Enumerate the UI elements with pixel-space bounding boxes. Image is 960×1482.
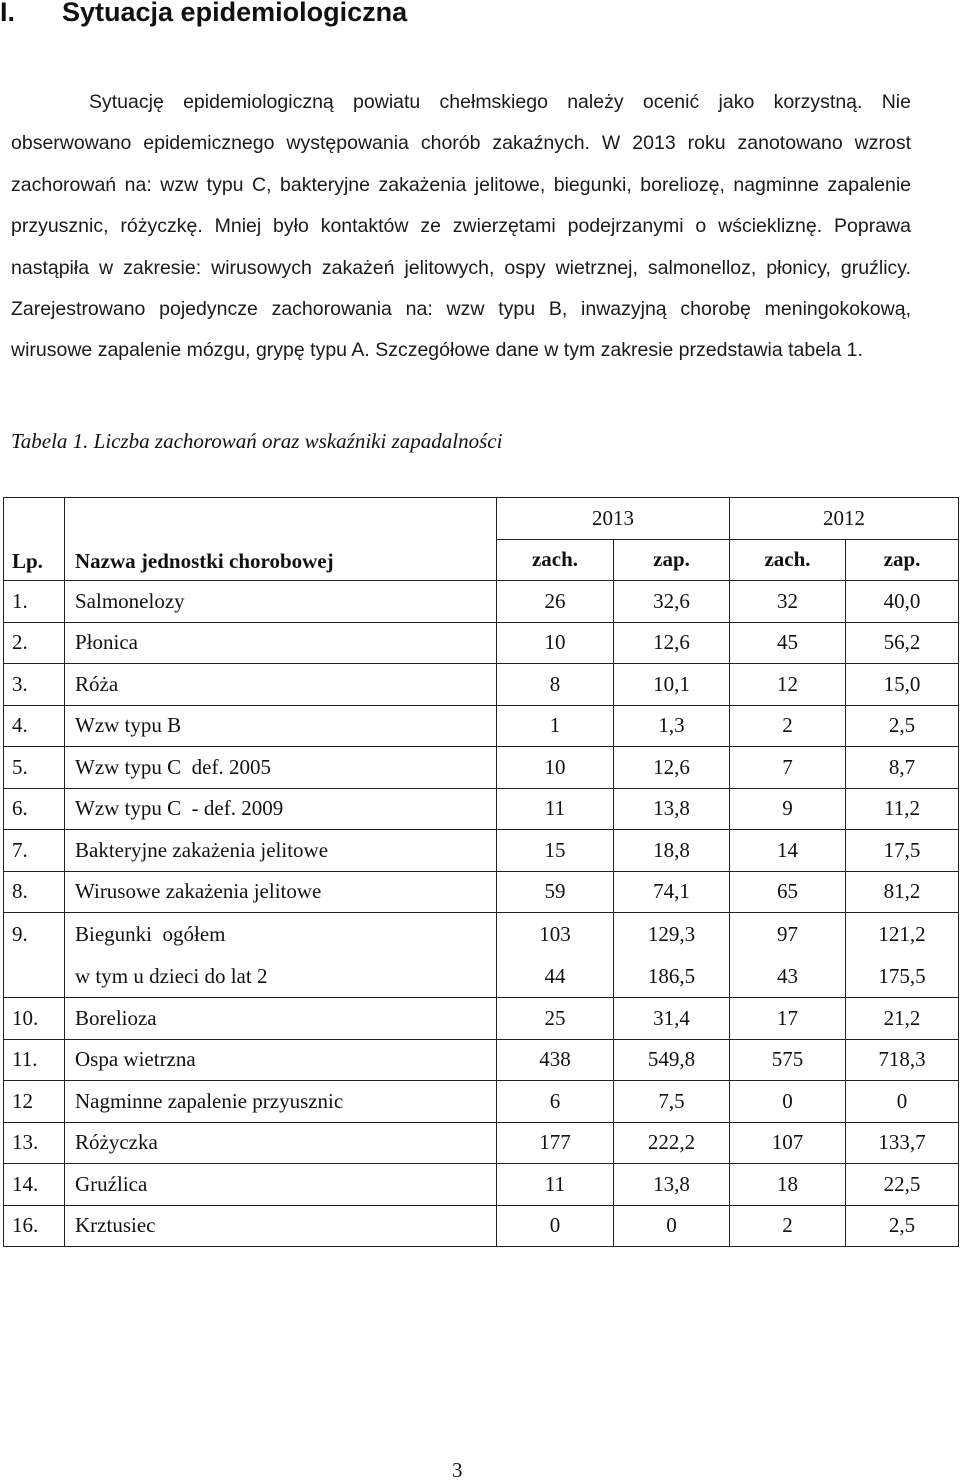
cell-name: Wirusowe zakażenia jelitowe <box>65 871 497 913</box>
cell-zap-2013: 222,2 <box>614 1122 730 1164</box>
cell-zach-2012: 2 <box>730 1205 846 1247</box>
cell-zach-2013: 1 <box>497 705 614 747</box>
cell-name-sub: w tym u dzieci do lat 2 <box>75 964 268 988</box>
section-heading <box>0 0 407 30</box>
header-zach-2013: zach. <box>497 539 614 581</box>
cell-zach-2012: 107 <box>730 1122 846 1164</box>
cell-zach-2013-total: 103 <box>539 922 571 946</box>
cell-zap-2012: 8,7 <box>846 747 959 789</box>
intro-paragraph: Sytuację epidemiologiczną powiatu chełmskiego należy ocenić jako korzystną. Nie obserwowano epidemicznego występowania chorób zakaźnych. W 2013 roku zanotowano wzrost zachorowań na: wzw typu C, bakteryjne zakażenia jelitowe, biegunki, boreliozę, nagminne zapalenie przyusznic, różyczkę. Mniej było kontaktów ze zwierzętami podejrzanymi o wściekliznę. Poprawa nastąpiła w zakresie: wirusowych zakażeń jelitowych, ospy wietrznej, salmonelloz, płonicy, gruźlicy. Zarejestrowano pojedyncze zachorowania na: wzw typu B, inwazyjną chorobę meningokokową, wirusowe zapalenie mózgu, grypę typu A. Szczegółowe dane w tym zakresie przedstawia tabela 1. <box>11 91 911 362</box>
cell-zach-2013: 438 <box>497 1039 614 1081</box>
table-row <box>4 830 959 872</box>
cell-zap-2012-total: 121,2 <box>878 922 926 946</box>
cell-zach-2013: 11 <box>497 788 614 830</box>
cell-zap-2013: 13,8 <box>614 1164 730 1206</box>
cell-lp: 16. <box>4 1205 65 1247</box>
cell-name: Wzw typu B <box>65 705 497 747</box>
cell-name: Nagminne zapalenie przyusznic <box>65 1081 497 1123</box>
cell-zach-2013-sub: 44 <box>544 964 566 988</box>
cell-zap-2012: 17,5 <box>846 830 959 872</box>
table-row <box>4 581 959 623</box>
cell-name-main: Biegunki ogółem <box>75 922 226 946</box>
cell-zach-2013: 11 <box>497 1164 614 1206</box>
cell-zap-2013: 32,6 <box>614 581 730 623</box>
cell-zach-2013 <box>497 913 614 998</box>
cell-name <box>65 913 497 998</box>
cell-lp: 10. <box>4 998 65 1040</box>
cell-zach-2013: 10 <box>497 622 614 664</box>
cell-lp: 1. <box>4 581 65 623</box>
incidence-table <box>3 497 959 1247</box>
table-row <box>4 1081 959 1123</box>
cell-zap-2012: 15,0 <box>846 664 959 706</box>
section-title: Sytuacja epidemiologiczna <box>62 0 408 27</box>
cell-zap-2013-sub: 186,5 <box>647 964 696 988</box>
cell-zap-2013: 18,8 <box>614 830 730 872</box>
cell-zap-2012-sub: 175,5 <box>878 964 926 988</box>
cell-zach-2012: 18 <box>730 1164 846 1206</box>
cell-lp: 11. <box>4 1039 65 1081</box>
cell-zap-2013 <box>614 913 730 998</box>
cell-name: Gruźlica <box>65 1164 497 1206</box>
cell-lp: 3. <box>4 664 65 706</box>
cell-zach-2012: 575 <box>730 1039 846 1081</box>
cell-lp: 5. <box>4 747 65 789</box>
cell-zap-2012: 133,7 <box>846 1122 959 1164</box>
cell-zap-2013: 7,5 <box>614 1081 730 1123</box>
cell-zach-2012: 0 <box>730 1081 846 1123</box>
table-row <box>4 1122 959 1164</box>
cell-zap-2012: 718,3 <box>846 1039 959 1081</box>
header-year-2012: 2012 <box>730 498 959 540</box>
cell-zap-2013: 549,8 <box>614 1039 730 1081</box>
table-caption: Tabela 1. Liczba zachorowań oraz wskaźniki zapadalności <box>11 429 503 453</box>
cell-zap-2012: 21,2 <box>846 998 959 1040</box>
cell-zap-2013: 31,4 <box>614 998 730 1040</box>
cell-zap-2013: 12,6 <box>614 622 730 664</box>
table-row <box>4 1164 959 1206</box>
cell-zap-2012: 0 <box>846 1081 959 1123</box>
cell-zap-2013: 10,1 <box>614 664 730 706</box>
table-row <box>4 1039 959 1081</box>
cell-zap-2013: 13,8 <box>614 788 730 830</box>
cell-zap-2013: 1,3 <box>614 705 730 747</box>
cell-name: Wzw typu C def. 2005 <box>65 747 497 789</box>
cell-zach-2012: 7 <box>730 747 846 789</box>
table-row <box>4 1205 959 1247</box>
cell-lp: 13. <box>4 1122 65 1164</box>
cell-name: Ospa wietrzna <box>65 1039 497 1081</box>
cell-zach-2013: 8 <box>497 664 614 706</box>
cell-lp: 14. <box>4 1164 65 1206</box>
cell-zach-2012: 9 <box>730 788 846 830</box>
cell-zach-2013: 177 <box>497 1122 614 1164</box>
cell-name: Krztusiec <box>65 1205 497 1247</box>
cell-zap-2012: 2,5 <box>846 1205 959 1247</box>
header-name: Nazwa jednostki chorobowej <box>65 498 497 581</box>
cell-zap-2013: 12,6 <box>614 747 730 789</box>
cell-name: Borelioza <box>65 998 497 1040</box>
cell-zach-2012: 65 <box>730 871 846 913</box>
table-row <box>4 871 959 913</box>
cell-lp: 8. <box>4 871 65 913</box>
cell-zach-2012-sub: 43 <box>777 964 798 988</box>
cell-lp-text: 9. <box>12 922 28 946</box>
cell-lp: 4. <box>4 705 65 747</box>
cell-zach-2013: 10 <box>497 747 614 789</box>
section-number: I. <box>0 0 16 27</box>
cell-lp <box>4 913 65 998</box>
cell-name: Różyczka <box>65 1122 497 1164</box>
cell-name: Róża <box>65 664 497 706</box>
table-row-biegunki <box>4 913 959 998</box>
table-row <box>4 998 959 1040</box>
cell-lp: 12 <box>4 1081 65 1123</box>
cell-zap-2013-total: 129,3 <box>647 922 696 946</box>
cell-name: Bakteryjne zakażenia jelitowe <box>65 830 497 872</box>
cell-zach-2012: 45 <box>730 622 846 664</box>
header-zach-2012: zach. <box>730 539 846 581</box>
cell-zach-2012: 12 <box>730 664 846 706</box>
table-row <box>4 788 959 830</box>
cell-lp: 6. <box>4 788 65 830</box>
table-row <box>4 747 959 789</box>
cell-zap-2012: 11,2 <box>846 788 959 830</box>
cell-zach-2013: 25 <box>497 998 614 1040</box>
cell-name: Salmonelozy <box>65 581 497 623</box>
cell-name: Płonica <box>65 622 497 664</box>
cell-zap-2013: 0 <box>614 1205 730 1247</box>
table-row <box>4 705 959 747</box>
table-row <box>4 664 959 706</box>
cell-zach-2012: 2 <box>730 705 846 747</box>
cell-zap-2012: 56,2 <box>846 622 959 664</box>
cell-zap-2012 <box>846 913 959 998</box>
cell-zach-2013: 59 <box>497 871 614 913</box>
cell-zach-2013: 26 <box>497 581 614 623</box>
header-zap-2012: zap. <box>846 539 959 581</box>
cell-zach-2012: 14 <box>730 830 846 872</box>
cell-zach-2012: 32 <box>730 581 846 623</box>
cell-name: Wzw typu C - def. 2009 <box>65 788 497 830</box>
page-number: 3 <box>452 1458 463 1482</box>
cell-zap-2012: 40,0 <box>846 581 959 623</box>
cell-zach-2013: 6 <box>497 1081 614 1123</box>
cell-zap-2013: 74,1 <box>614 871 730 913</box>
table-year-row <box>4 498 959 540</box>
cell-zap-2012: 2,5 <box>846 705 959 747</box>
header-year-2013: 2013 <box>497 498 730 540</box>
cell-zach-2012 <box>730 913 846 998</box>
cell-zach-2013: 0 <box>497 1205 614 1247</box>
cell-lp: 2. <box>4 622 65 664</box>
header-zap-2013: zap. <box>614 539 730 581</box>
cell-zach-2013: 15 <box>497 830 614 872</box>
cell-zach-2012-total: 97 <box>777 922 798 946</box>
cell-lp: 7. <box>4 830 65 872</box>
cell-zap-2012: 81,2 <box>846 871 959 913</box>
table-row <box>4 622 959 664</box>
cell-zap-2012: 22,5 <box>846 1164 959 1206</box>
header-lp: Lp. <box>4 498 65 581</box>
cell-zach-2012: 17 <box>730 998 846 1040</box>
